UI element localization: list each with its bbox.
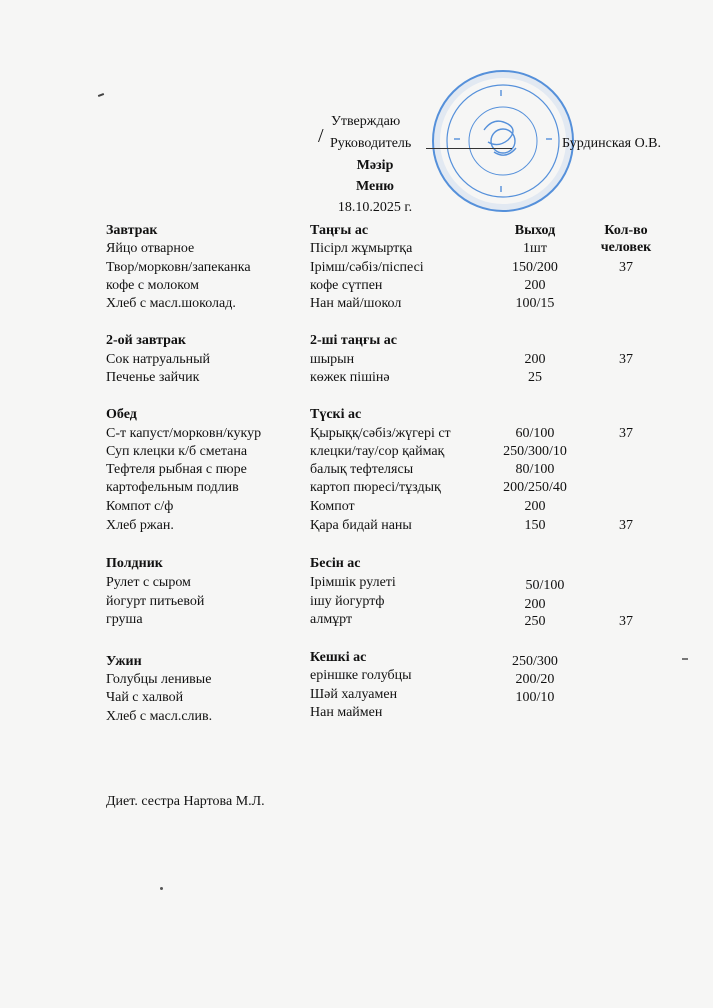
title-kz: Мәзір [356,158,394,173]
dish-ru: Печенье зайчик [106,370,200,385]
col-output: Выход [514,223,556,238]
meal-title-kz: 2-ші таңғы ас [310,333,397,348]
dish-ru: Хлеб с масл.слив. [106,709,213,724]
dish-ru: С-т капуст/морковн/кукур [106,426,262,441]
dish-ru: кофе с молоком [106,278,199,293]
dish-kz: ішу йогуртф [310,594,385,609]
dish-ru: Сок натруальный [106,352,211,367]
scan-speck [682,658,688,660]
dish-output: 200 [524,499,546,514]
title-ru: Меню [355,179,394,194]
dish-output: 100/10 [515,690,555,705]
dish-ru: Твор/морковн/запеканка [106,260,251,275]
slash-mark: / [318,125,324,147]
dish-output: 1шт [523,241,547,256]
dish-kz: Шәй халуамен [310,687,398,702]
dish-output: 150 [524,518,546,533]
col-count-line2: человек [600,240,652,255]
official-seal-stamp [432,70,574,212]
head-role: Руководитель [330,136,412,151]
dish-ru: Голубцы ленивые [106,672,212,687]
scan-speck [160,887,163,890]
dish-ru: Рулет с сыром [106,575,191,590]
meal-title-ru: Обед [106,407,137,422]
signature-line [426,148,512,149]
meal-title-ru: Полдник [106,556,163,571]
dish-kz: шырын [310,352,355,367]
col-ru-breakfast: Завтрак [106,223,158,238]
scan-speck [98,93,104,97]
dish-kz: картоп пюресі/тұздық [310,480,441,495]
dish-output: 200 [524,278,546,293]
dish-kz: алмұрт [310,612,353,627]
dish-ru: Суп клецки к/б сметана [106,444,248,459]
dish-count: 37 [619,352,633,367]
dish-kz: Пісірл жұмыртқа [310,241,413,256]
dish-count: 37 [619,260,633,275]
col-kz-breakfast: Таңғы ас [310,223,369,238]
dish-ru: Компот с/ф [106,499,174,514]
dish-kz: Компот [310,499,355,514]
dish-output: 200 [524,352,546,367]
dish-output: 200/20 [515,672,555,687]
meal-title-kz: Кешкі ас [310,650,367,665]
dish-kz: Ірімш/сәбіз/піспесі [310,260,424,275]
dish-ru: Чай с халвой [106,690,184,705]
dish-count: 37 [619,518,633,533]
dish-kz: кофе сүтпен [310,278,383,293]
dish-output: 250/300 [512,654,558,669]
dish-output: 60/100 [515,426,555,441]
dish-kz: клецки/тау/сор қаймақ [310,444,445,459]
dish-output: 200 [524,597,546,612]
dish-output: 50/100 [525,578,565,593]
dish-kz: көжек пішінә [310,370,390,385]
meal-title-ru: 2-ой завтрак [106,333,186,348]
dish-kz: Қара бидай наны [310,518,412,533]
dish-ru: Хлеб ржан. [106,518,174,533]
meal-title-ru: Ужин [106,654,142,669]
dish-ru: йогурт питьевой [106,594,205,609]
dish-kz: еріншке голубцы [310,668,412,683]
dish-output: 100/15 [515,296,555,311]
dish-output: 80/100 [515,462,555,477]
meal-title-kz: Түскі ас [310,407,362,422]
dish-output: 250 [524,614,546,629]
menu-date: 18.10.2025 г. [337,200,413,215]
dish-ru: Тефтеля рыбная с пюре [106,462,247,477]
dish-ru: картофельным подлив [106,480,239,495]
dish-output: 250/300/10 [503,444,567,459]
dish-output: 200/250/40 [503,480,567,495]
dish-kz: Ірімшік рулеті [310,575,396,590]
dish-count: 37 [619,614,633,629]
dish-kz: Қырыққ/сәбіз/жүгері ст [310,426,451,441]
dish-ru: груша [106,612,143,627]
dish-ru: Хлеб с масл.шоколад. [106,296,236,311]
dish-kz: Нан маймен [310,705,383,720]
dish-count: 37 [619,426,633,441]
dish-kz: Нан май/шокол [310,296,402,311]
dietitian-nurse: Диет. сестра Нартова М.Л. [106,794,265,809]
dish-output: 25 [528,370,542,385]
dish-ru: Яйцо отварное [106,241,195,256]
head-name: Бурдинская О.В. [562,136,662,151]
approve-label: Утверждаю [331,114,401,129]
dish-kz: балық тефтелясы [310,462,414,477]
col-count-line1: Кол-во [604,223,648,238]
meal-title-kz: Бесін ас [310,556,361,571]
dish-output: 150/200 [512,260,558,275]
